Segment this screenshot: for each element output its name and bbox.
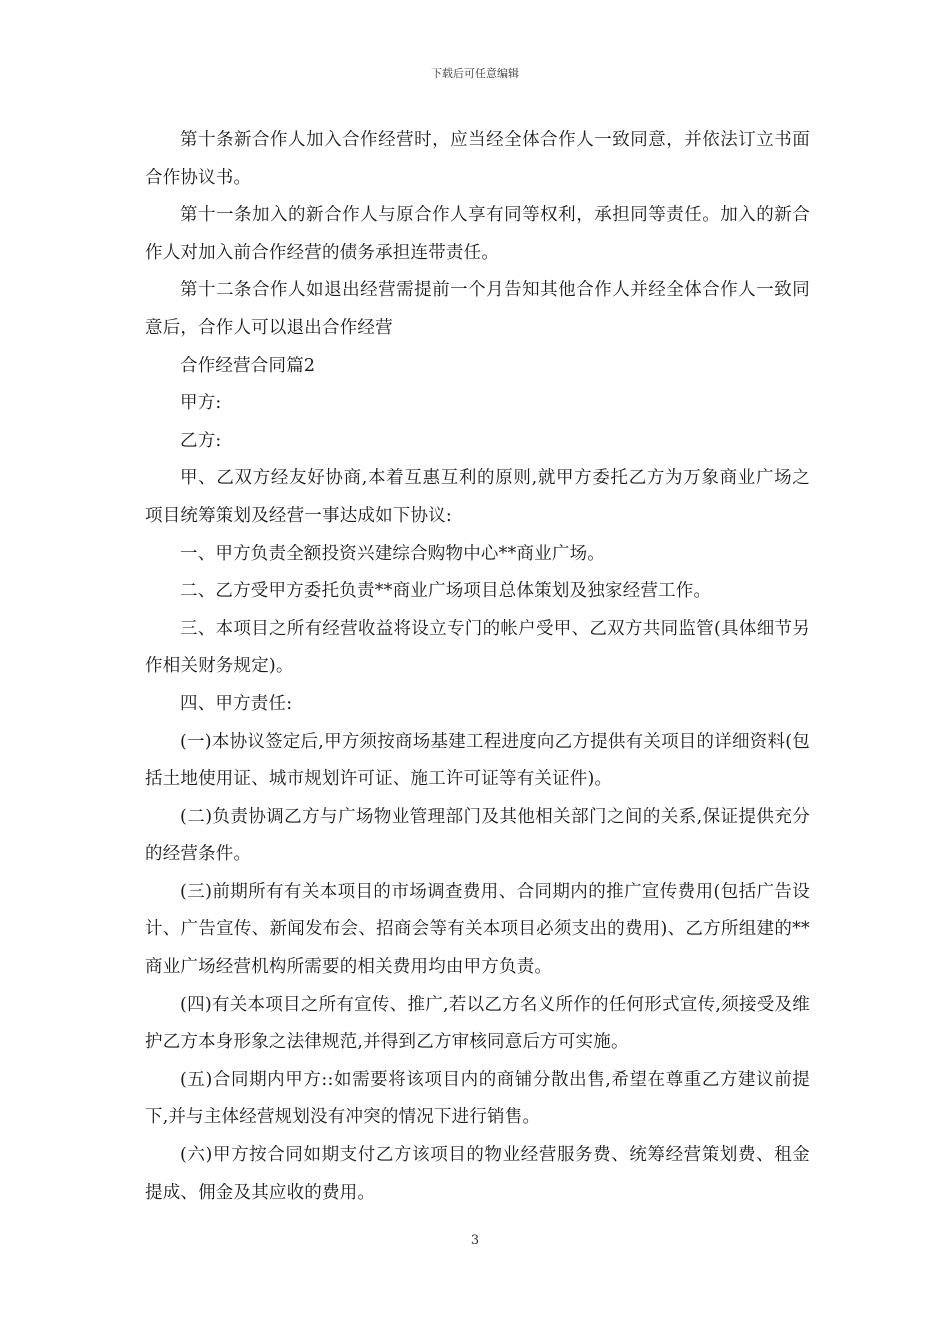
paragraph-article-12: 第十二条合作人如退出经营需提前一个月告知其他合作人并经全体合作人一致同意后，合作人可以退出合作经营 <box>145 280 810 338</box>
paragraph-article-11: 第十一条加入的新合作人与原合作人享有同等权利，承担同等责任。加入的新合作人对加入前合作经营的债务承担连带责任。 <box>145 205 810 263</box>
paragraph-item-4: (四)有关本项目之所有宣传、推广,若以乙方名义所作的任何形式宣传,须接受及维护乙方本身形象之法律规范,并得到乙方审核同意后方可实施。 <box>145 994 810 1053</box>
paragraph-item-2: (二)负责协调乙方与广场物业管理部门及其他相关部门之间的关系,保证提供充分的经营条件。 <box>145 806 810 865</box>
document-body <box>145 122 810 1212</box>
paragraph-preamble: 甲、乙双方经友好协商,本着互惠互利的原则,就甲方委托乙方为万象商业广场之项目统筹策划及经营一事达成如下协议: <box>145 468 810 526</box>
paragraph-item-5: (五)合同期内甲方::如需要将该项目内的商铺分散出售,希望在尊重乙方建议前提下,并与主体经营规划没有冲突的情况下进行销售。 <box>145 1069 810 1128</box>
page-number: 3 <box>470 1233 480 1248</box>
paragraph-clause-3: 三、本项目之所有经营收益将设立专门的帐户受甲、乙双方共同监管(具体细节另作相关财务规定)。 <box>145 618 810 677</box>
paragraph-item-6: (六)甲方按合同如期支付乙方该项目的物业经营服务费、统筹经营策划费、租金提成、佣金及其应收的费用。 <box>145 1145 810 1203</box>
party-a-line: 甲方: <box>180 393 222 414</box>
party-b-line: 乙方: <box>180 430 222 451</box>
section-title: 合作经营合同篇2 <box>180 355 316 376</box>
paragraph-article-10: 第十条新合作人加入合作经营时，应当经全体合作人一致同意，并依法订立书面合作协议书。 <box>145 130 810 188</box>
header-note: 下载后可任意编辑 <box>431 67 519 80</box>
paragraph-item-1: (一)本协议签定后,甲方须按商场基建工程进度向乙方提供有关项目的详细资料(包括土地使用证、城市规划许可证、施工许可证等有关证件)。 <box>145 731 810 790</box>
paragraph-clause-2: 二、乙方受甲方委托负责**商业广场项目总体策划及独家经营工作。 <box>180 581 712 602</box>
paragraph-clause-1: 一、甲方负责全额投资兴建综合购物中心**商业广场。 <box>180 543 605 564</box>
paragraph-item-3: (三)前期所有有关本项目的市场调查费用、合同期内的推广宣传费用(包括广告设计、广告宣传、新闻发布会、招商会等有关本项目必须支出的费用)、乙方所组建的**商业广场经营机构所需要的相关费用均由甲方负责。 <box>145 881 810 978</box>
paragraph-clause-4-heading: 四、甲方责任: <box>180 693 293 714</box>
